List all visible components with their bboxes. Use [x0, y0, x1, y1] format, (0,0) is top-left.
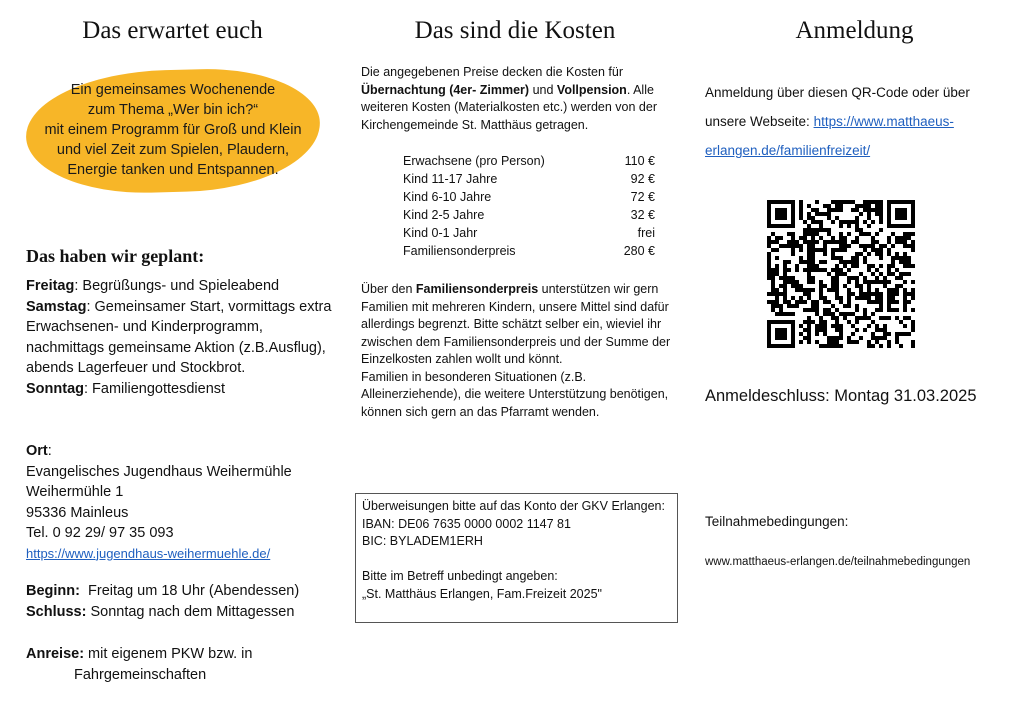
plan-day: Freitag	[26, 278, 75, 294]
plan-day: Sonntag	[26, 380, 84, 397]
travel-label: Anreise:	[26, 646, 85, 662]
location-website-link[interactable]: https://www.jugendhaus-weihermuehle.de/	[26, 545, 271, 561]
bank-iban: IBAN: DE06 7635 0000 0002 1147 81	[362, 516, 571, 531]
registration-deadline: Anmeldeschluss: Montag 31.03.2025	[705, 387, 977, 405]
plan-text: : Gemeinsamer Start, vormittags extra Erwachsenen- und Kinderprogramm, nachmittags gemeinsame Aktion (z.B.Ausflug), abends Lagerfeuer und Stockbrot.	[26, 298, 332, 376]
bank-intro: Überweisungen bitte auf das Konto der GKV Erlangen:	[362, 499, 665, 513]
highlight-line: Energie tanken und Entspannen.	[67, 162, 279, 178]
start-label: Beginn:	[26, 583, 80, 599]
plan-item-friday	[26, 276, 336, 297]
price-row	[403, 188, 655, 206]
price-value: 92 €	[630, 172, 655, 186]
price-label: Kind 11-17 Jahre	[403, 172, 498, 186]
price-label: Familiensonderpreis	[403, 244, 516, 258]
intro-text: Die angegebenen Preise decken die Kosten für	[361, 65, 623, 79]
plan-title: Das haben wir geplant:	[26, 246, 205, 266]
intro-bold: Vollpension	[556, 82, 627, 97]
bank-transfer-box	[355, 493, 678, 623]
qr-code-icon[interactable]	[767, 200, 915, 348]
family-bold: Familiensonderpreis	[415, 282, 539, 296]
price-label: Kind 0-1 Jahr	[403, 226, 478, 240]
end-label: Schluss:	[26, 603, 87, 620]
price-label: Kind 2-5 Jahre	[403, 208, 485, 222]
highlight-line: und viel Zeit zum Spielen, Plaudern,	[56, 142, 290, 158]
column-registration	[685, 0, 1024, 724]
price-value: 280 €	[623, 244, 655, 258]
column-costs	[345, 0, 685, 724]
heading-registration: Anmeldung	[795, 17, 914, 44]
highlight-line: mit einem Programm für Groß und Klein	[44, 122, 302, 138]
price-row	[403, 242, 655, 260]
conditions-label: Teilnahmebedingungen:	[705, 514, 849, 529]
times-block	[26, 581, 341, 622]
plan-text: : Familiengottesdienst	[84, 380, 226, 397]
end-text: Sonntag nach dem Mittagessen	[86, 603, 295, 620]
location-label: Ort	[26, 443, 48, 459]
price-row	[403, 224, 655, 242]
price-value: frei	[637, 226, 655, 240]
price-label: Erwachsene (pro Person)	[403, 154, 545, 168]
cost-intro	[361, 64, 681, 134]
travel-block	[26, 644, 341, 685]
travel-text-2: Fahrgemeinschaften	[74, 666, 207, 683]
price-label: Kind 6-10 Jahre	[403, 190, 492, 204]
family-text: unterstützen wir gern Familien mit mehreren Kindern, unsere Mittel sind dafür allerdings begrenzt. Bitte schätzt selber ein, wieviel ihr zwischen dem Familiensonderpreis und der Summe der Einzelkosten zahlen wollt und könnt.	[361, 282, 671, 366]
highlight-line: zum Thema „Wer bin ich?“	[87, 102, 259, 118]
location-line: Evangelisches Jugendhaus Weihermühle	[26, 463, 292, 480]
plan-list	[26, 276, 336, 399]
price-value: 110 €	[624, 154, 655, 168]
conditions-url[interactable]: www.matthaeus-erlangen.de/teilnahmebedingungen	[705, 556, 971, 568]
registration-link[interactable]: https://www.matthaeus-erlangen.de/familienfreizeit/	[705, 114, 954, 158]
column-expectations	[0, 0, 345, 724]
intro-text: . Alle weiteren Kosten (Materialkosten etc.) werden von der Kirchengemeinde St. Matthäus getragen.	[361, 82, 657, 132]
intro-text: und	[529, 82, 557, 97]
bank-reference-note: Bitte im Betreff unbedingt angeben:	[362, 569, 558, 583]
price-row	[403, 152, 655, 170]
travel-text: mit eigenem PKW bzw. in	[84, 646, 253, 662]
bank-bic: BIC: BYLADEM1ERH	[362, 534, 483, 548]
plan-text: : Begrüßungs- und Spieleabend	[74, 278, 280, 294]
highlight-text	[26, 80, 320, 180]
heading-costs: Das sind die Kosten	[414, 17, 616, 44]
family-price-info	[361, 281, 681, 421]
location-phone: Tel. 0 92 29/ 97 35 093	[26, 525, 174, 541]
price-table	[403, 152, 655, 260]
highlight-line: Ein gemeinsames Wochenende	[70, 82, 276, 98]
heading-expectations: Das erwartet euch	[82, 17, 263, 44]
family-text: Über den	[361, 282, 416, 296]
location-block	[26, 441, 336, 564]
price-value: 72 €	[630, 190, 655, 204]
price-row	[403, 170, 655, 188]
plan-item-sunday	[26, 379, 336, 400]
location-colon: :	[47, 443, 52, 459]
plan-item-saturday	[26, 297, 336, 379]
start-text: Freitag um 18 Uhr (Abendessen)	[79, 583, 300, 599]
family-special-text: Familien in besonderen Situationen (z.B. Alleinerziehende), die weitere Unterstützung benötigen, können sich gern an das Pfarramt wenden.	[361, 369, 669, 419]
location-line: 95336 Mainleus	[26, 504, 129, 521]
price-row	[403, 206, 655, 224]
registration-intro: Anmeldung über diesen QR-Code oder über unsere Webseite:	[705, 85, 970, 129]
plan-day: Samstag	[26, 298, 87, 315]
price-value: 32 €	[630, 208, 655, 222]
registration-text	[705, 78, 1005, 165]
bank-reference: „St. Matthäus Erlangen, Fam.Freizeit 2025"	[362, 586, 602, 601]
location-line: Weihermühle 1	[26, 484, 124, 500]
intro-bold: Übernachtung (4er- Zimmer)	[361, 82, 530, 97]
